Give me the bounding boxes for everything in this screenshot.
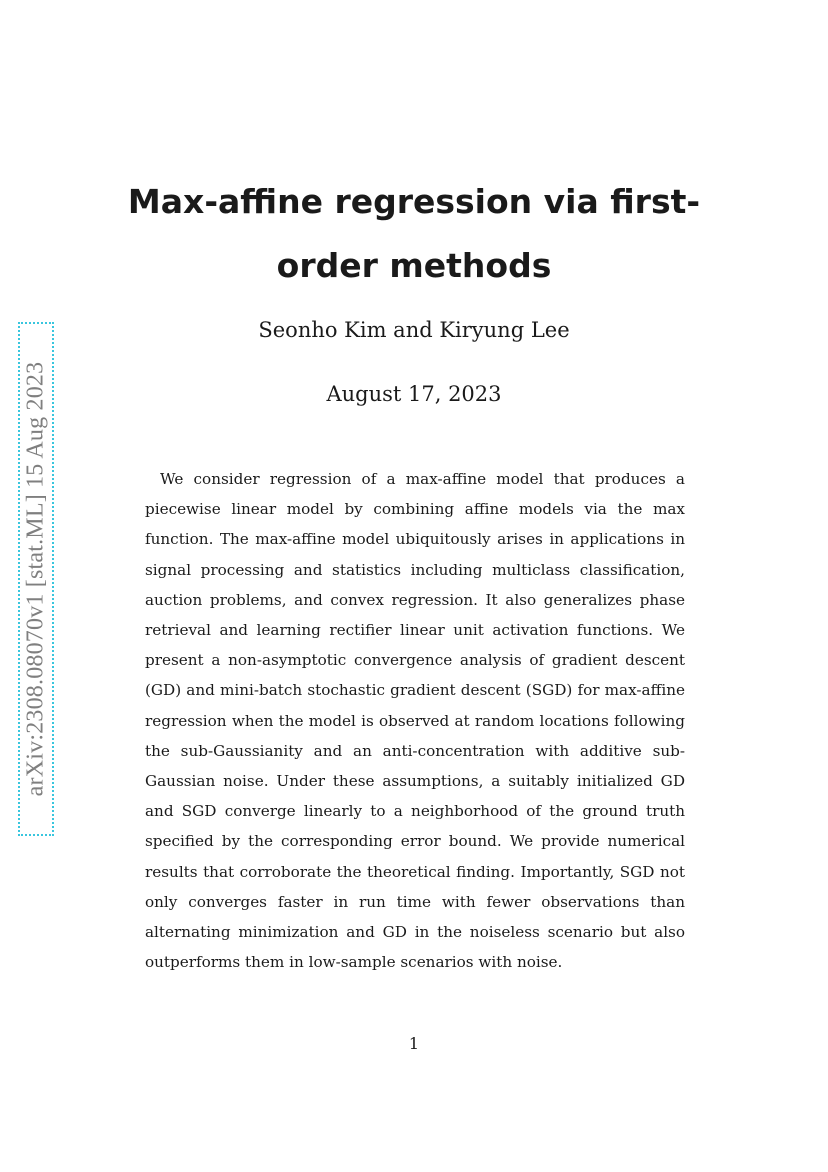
paper-date: August 17, 2023 xyxy=(326,382,502,406)
arxiv-stamp xyxy=(18,322,54,836)
paper-title: Max-affine regression via first-order methods xyxy=(127,182,701,285)
arxiv-identifier: arXiv:2308.08070v1 [stat.ML] 15 Aug 2023 xyxy=(22,361,49,797)
page-number: 1 xyxy=(408,1034,420,1053)
paper-abstract: We consider regression of a max-affine model that produces a piecewise linear model by combining affine models via the max function. The max-affine model ubiquitously arises in applications in signal processing and statistics including multiclass classification, auction problems, and convex regression. It also generalizes phase retrieval and learning rectifier linear unit activation functions. We present a non-asymptotic convergence analysis of gradient descent (GD) and mini-batch stochastic gradient descent (SGD) for max-affine regression when the model is observed at random locations following the sub-Gaussianity and an anti-concentration with additive sub-Gaussian noise. Under these assumptions, a suitably initialized GD and SGD converge linearly to a neighborhood of the ground truth specified by the corresponding error bound. We provide numerical results that corroborate the theoretical finding. Importantly, SGD not only converges faster in run time with fewer observations than alternating minimization and GD in the noiseless scenario but also outperforms them in low-sample scenarios with noise. xyxy=(145,470,685,972)
paper-authors: Seonho Kim and Kiryung Lee xyxy=(258,318,570,342)
